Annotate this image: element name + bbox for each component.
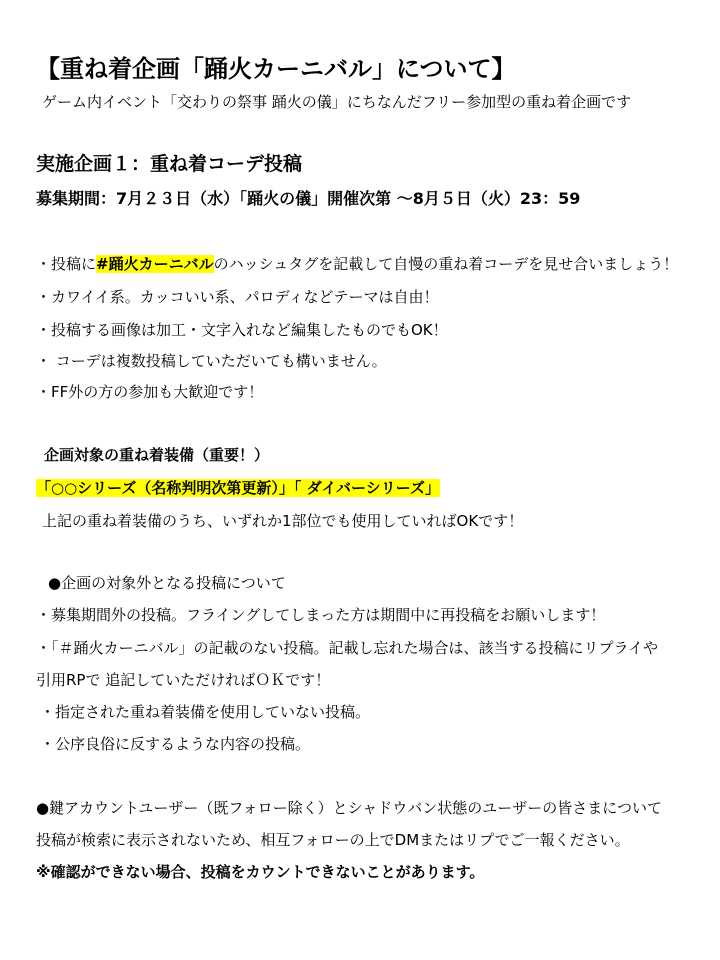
excluded-item-equipment: ・指定された重ね着装備を使用していない投稿。 <box>40 703 371 721</box>
excluded-heading: ●企画の対象外となる投稿について <box>48 574 286 592</box>
equipment-series <box>36 480 440 497</box>
equipment-heading: 企画対象の重ね着装備（重要！） <box>44 446 270 464</box>
locked-heading: ●鍵アカウントユーザー（既フォロー除く）とシャドウバン状態のユーザーの皆さまについて <box>36 799 662 817</box>
bullet-theme: ・カワイイ系。カッコいい系、パロディなどテーマは自由！ <box>36 288 439 306</box>
equipment-series-highlight: 「○○シリーズ（名称判明次第更新）」「 ダイバーシリーズ」 <box>36 479 441 497</box>
section1-heading: 実施企画１：重ね着コーデ投稿 <box>36 153 303 175</box>
excluded-item-period: ・募集期間外の投稿。フライングしてしまった方は期間中に再投稿をお願いします！ <box>36 606 606 624</box>
excluded-item-hashtag-cont: 引用RPで 追記していただければＯＫです！ <box>36 671 331 689</box>
bullet-multiple: ・ コーデは複数投稿していただいても構いません。 <box>36 352 387 370</box>
bullet-hashtag-suffix: のハッシュタグを記載して自慢の重ね着コーデを見せ合いましょう！ <box>213 255 679 273</box>
bullet-hashtag <box>36 256 678 273</box>
locked-warning: ※確認ができない場合、投稿をカウントできないことがあります。 <box>36 863 485 881</box>
equipment-note: 上記の重ね着装備のうち、いずれか1部位でも使用していればOKです！ <box>42 512 524 530</box>
bullet-hashtag-prefix: ・投稿に <box>36 255 97 273</box>
hashtag-highlight: #踊火カーニバル <box>96 255 214 273</box>
excluded-item-content: ・公序良俗に反するような内容の投稿。 <box>40 735 311 753</box>
excluded-item-hashtag: ・「＃踊火カーニバル」の記載のない投稿。記載し忘れた場合は、該当する投稿にリプライや <box>36 639 659 657</box>
page-subtitle: ゲーム内イベント「交わりの祭事 踊火の儀」にちなんだフリー参加型の重ね着企画です <box>42 93 632 111</box>
bullet-editing: ・投稿する画像は加工・文字入れなど編集したものでもOK！ <box>36 321 448 339</box>
locked-instructions: 投稿が検索に表示されないため、相互フォローの上でDMまたはリプでご一報ください。 <box>36 831 630 849</box>
bullet-ff: ・FF外の方の参加も大歓迎です！ <box>36 383 264 401</box>
recruitment-period: 募集期間：7月２３日（水）「踊火の儀」開催次第 〜8月５日（火）23：59 <box>36 189 581 208</box>
page-title: 【重ね着企画「踊火カーニバル」について】 <box>36 55 516 83</box>
